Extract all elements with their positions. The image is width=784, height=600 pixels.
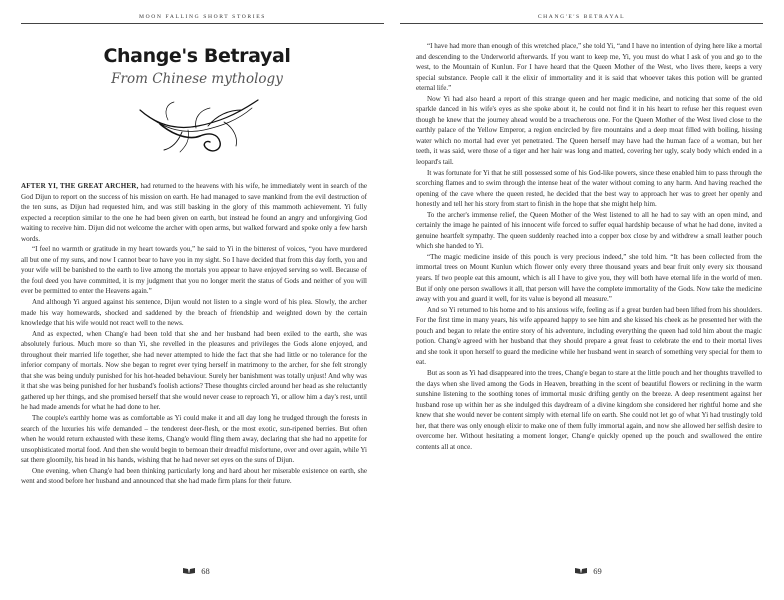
- paragraph: To the archer's immense relief, the Queen Mother of the West listened to all he had to say with an open mind, and certainly the image he painted of his innocent wife forced to suffer equal hardship because of what he had done, invited a genuine heartfelt sympathy. The queen suddenly reached into a copper box close by and withdrew a small leather pouch which she handed to Yi.: [416, 210, 762, 251]
- paragraph: And so Yi returned to his home and to his anxious wife, feeling as if a great burden had been lifted from his shoulders. For the first time in many years, his wife appeared happy to see him and she kissed his cheek as he presented her with the pouch and began to relate the entire story of his adventure, including everything the queen had told him about the magic potion. Chang'e agreed with her husband that they should prepare a great feast to celebrate the end to their mortal lives and she took it upon herself to guard the medicine while her husband went in search of something very special for them to eat.: [416, 305, 762, 367]
- paragraph: “The magic medicine inside of this pouch is very precious indeed,” she told him. “It has been collected from the immortal trees on Mount Kunlun which flower only every three thousand years and bear fruit only every six thousand years. If two people eat this amount, which is all I have to give you, they will both have eternal life in the world of men. But if only one person swallows it all, that person will have the complete immortality of the Gods. Now take the medicine away with you and guard it well, for its value is beyond all measure.”: [416, 252, 762, 304]
- decorative-swirl-icon: [138, 96, 260, 156]
- right-body-text: [416, 41, 762, 452]
- paragraph: “I feel no warmth or gratitude in my heart towards you,” he said to Yi in the bitterest of voices, “you have murdered all but one of my suns, and now I cannot bear to have you in my sight. So I have decided that from this day forth, you and your wife will be banished to the earth to live among the mortals you appear to have enjoyed serving so well. Because of the foul deed you have committed, it is my judgment that you no longer merit the status of Gods and neither of you will ever be permitted to enter the Heavens again.”: [21, 245, 367, 296]
- paragraph: But as soon as Yi had disappeared into the trees, Chang'e began to stare at the little pouch and her thoughts travelled to the days when she lived among the Gods in Heaven, breathing in the scent of beautiful flowers or reclining in the warm sunshine listening to the soothing tones of immortal music drifting gently on the breeze. A deep resentment against her husband rose up within her as she indulged this daydream of a divine kingdom she considered her rightful home and she knew that she would never be content simply with eternal life on earth. She could not let go of what Yi had trustingly told her, that there was only enough elixir to make one of them fully immortal again, and now she allowed her selfish desire to overcome her. Without hesitating a moment longer, Chang'e quickly opened up the pouch and swallowed the entire contents all at once.: [416, 368, 762, 451]
- paragraph: One evening, when Chang'e had been thinking particularly long and hard about her miserable existence on earth, she went and stood before her husband and announced that she had made firm plans for their future.: [21, 466, 367, 486]
- paragraph: And although Yi argued against his sentence, Dijun would not listen to a single word of his plea. Slowly, the archer made his way homewards, shocked and saddened by the breach of friendship and weighted down by the certain knowledge that his wife would not react well to the news.: [21, 298, 367, 328]
- right-page: [392, 0, 784, 600]
- paragraph: It was fortunate for Yi that he still possessed some of his God-like powers, since these enabled him to pass through the scorching flames and to swim through the intense heat of the water without coming to any harm. And having reached the opening of the cave where the queen rested, he decided that the best way to approach her was to greet her openly and honestly and tell her his story from start to finish in the hope that she might help him.: [416, 168, 762, 209]
- folio-number: 69: [593, 566, 602, 577]
- running-head-left: MOON FALLING SHORT STORIES: [139, 14, 266, 20]
- paragraph: AFTER YI, THE GREAT ARCHER, had returned to the heavens with his wife, he immediately went in search of the God Dijun to report on the success of his mission on earth. He had managed to save mankind from the evil destruction of the ten suns, as Dijun had requested him, and was still basking in the glory of this mammoth achievement. Yi fully expected a reception similar to the one he had been given on earth, but instead he found an angry and unforgiving God waiting to receive him. Dijun did not welcome the archer with open arms, but walked forward and spoke only a few harsh words.: [21, 182, 367, 243]
- story-subtitle: From Chinese mythology: [111, 71, 283, 87]
- paragraph: “I have had more than enough of this wretched place,” she told Yi, “and I have no intention of dying here like a mortal and descending to the Underworld afterwards. If you want to keep me, Yi, you must do what I ask of you and go to the west, to the Mountain of Kunlun. For I have heard that the Queen Mother of the West, who lives there, keeps a very special substance. People call it the elixir of immortality and it is said that whoever takes this potion will be granted eternal life.”: [416, 42, 762, 93]
- paragraph: The couple's earthly home was as comfortable as Yi could make it and all day long he trudged through the forests in search of the luxuries his wife demanded – the tenderest deer-flesh, or the most exotic, sun-ripened berries. But often when he would return exhausted with these items, Chang'e would fling them away, declaring that she had no appetite for unsophisticated mortal food. And then she would begin to bemoan their dreadful misfortune, over and over again, while Yi sat there gloomily, his head in his hands, wishing that he had never set eyes on the suns of Dijun.: [21, 414, 367, 465]
- running-head-right: CHANG'E'S BETRAYAL: [537, 14, 626, 20]
- paragraph: And as expected, when Chang'e had been told that she and her husband had been exiled to the earth, she was absolutely furious. Much more so than Yi, she revelled in the pleasures and privileges the Gods alone enjoyed, and throughout their married life together, she had never attempted to hide the fact that she had little or no tolerance for the inferior company of mortals. Now she began to regret ever tying herself in matrimony to the archer, for she felt strongly that she was being unduly punished for his hot-headed behaviour. Surely her banishment was totally unjust! And why was it that she was being punished for her husband's foolish actions? These thoughts circled around her head as she reluctantly gathered up her things, and she promised herself that she would never cease to reproach Yi, or allow him a day's rest, until he had made amends for what he had done to her.: [21, 329, 367, 412]
- header-rule-left: [21, 23, 384, 24]
- folio-number: 68: [201, 566, 210, 577]
- story-title: Change's Betrayal: [103, 45, 291, 67]
- left-body-text: [21, 181, 367, 487]
- page-number-right: [392, 566, 784, 576]
- book-ornament-icon: [574, 567, 588, 575]
- title-block: [92, 45, 302, 87]
- book-ornament-icon: [182, 567, 196, 575]
- lead-in: AFTER YI, THE GREAT ARCHER,: [21, 182, 139, 190]
- paragraph: Now Yi had also heard a report of this strange queen and her magic medicine, and noticing that some of the old sparkle danced in his wife's eyes as she spoke about it, he could not find it in his heart to refuse her this request even though he knew that the journey ahead would be a treacherous one. For the Queen Mother of the West lived close to the earthly palace of the Yellow Emperor, a region encircled by fire mountains and a deep moat filled with boiling, hissing water which no mortal had ever yet penetrated. The Queen herself may have had the human face of a woman, but her teeth, it was said, were those of a tiger and her hair was long and matted, covering her ugly, scaly body which ended in a leopard's tail.: [416, 94, 762, 167]
- page-number-left: [0, 566, 392, 576]
- header-rule-right: [400, 23, 763, 24]
